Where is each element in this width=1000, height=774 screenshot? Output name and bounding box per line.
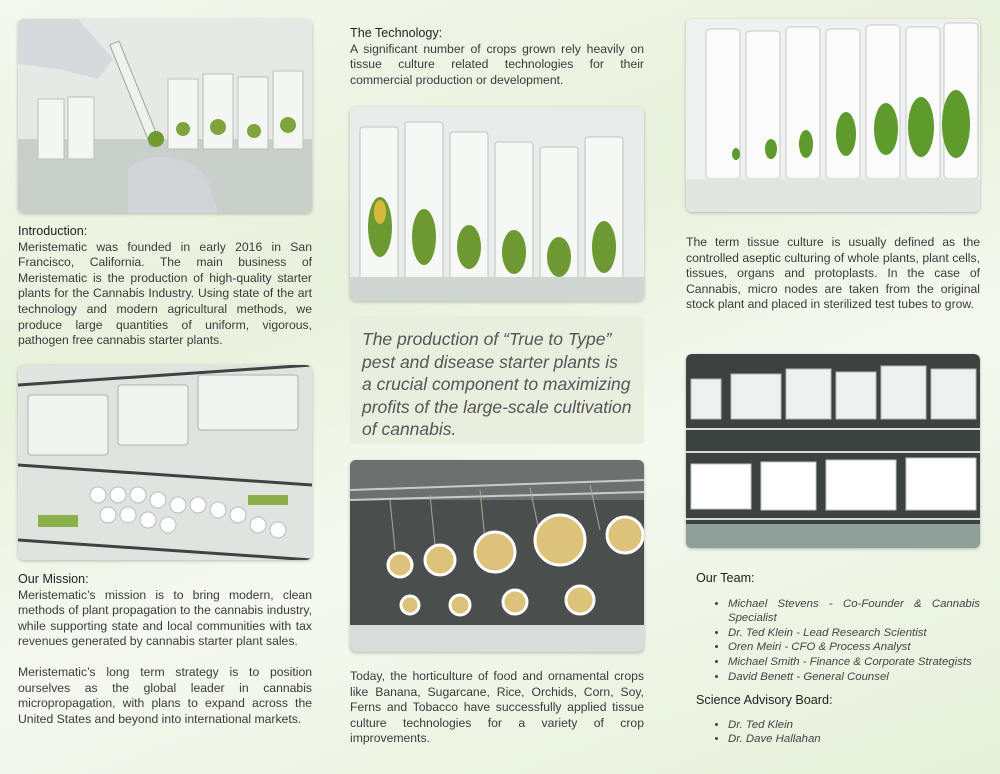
mission-body: Meristematic’s mission is to bring modern, clean methods of plant propagation to the cannabis industry, while supporting state and local communities with tax revenues generated by cannabis starter plant sales.	[18, 587, 312, 649]
mission-strategy: Meristematic’s long term strategy is to position ourselves as the global leader in cannabis micropropagation, with plans to expand across the United States and beyond into international markets.	[18, 664, 312, 726]
advisory-member: • Dr. Dave Hallahan	[728, 732, 980, 747]
photo-gloved-hand-test-tube	[18, 19, 312, 213]
mission-section	[18, 572, 312, 727]
team-list	[696, 597, 980, 685]
team-member: • David Benett - General Counsel	[728, 670, 980, 685]
horticulture-text: Today, the horticulture of food and ornamental crops like Banana, Sugarcane, Rice, Orchids, Corn, Soy, Ferns and Tobacco have successfully applied tissue culture technologies for a variety of crop improvements.	[350, 669, 644, 746]
team-member: • Michael Smith - Finance & Corporate Strategists	[728, 655, 980, 670]
photo-bioreactor-vessels	[350, 460, 644, 652]
tissue-culture-text: The term tissue culture is usually defined as the controlled aseptic culturing of whole plants, plant cells, tissues, organs and protoplasts. In the case of Cannabis, micro nodes are taken from the original stock plant and placed in sterilized test tubes to grow.	[686, 235, 980, 312]
photo-lab-trays	[18, 365, 312, 560]
technology-body: A significant number of crops grown rely heavily on tissue culture related technologies for their commercial production or development.	[350, 41, 644, 87]
team-section	[696, 571, 980, 747]
team-member: • Michael Stevens - Co-Founder & Cannabis Specialist	[728, 597, 980, 626]
photo-test-tube-rack	[350, 107, 644, 301]
advisory-list	[696, 718, 980, 747]
photo-growing-test-tubes	[686, 19, 980, 212]
advisory-member: • Dr. Ted Klein	[728, 718, 980, 733]
intro-body: Meristematic was founded in early 2016 in San Francisco, California. The main business of Meristematic is the production of high-quality starter plants for the Cannabis Industry. Using state of the art technology and modern agricultural methods, we produce large quantities of uniform, vigorous, pathogen free cannabis starter plants.	[18, 239, 312, 348]
team-member: • Dr. Ted Klein - Lead Research Scientist	[728, 626, 980, 641]
mission-heading: Our Mission:	[18, 572, 89, 586]
advisory-heading: Science Advisory Board:	[696, 693, 833, 708]
intro-heading: Introduction:	[18, 224, 88, 238]
pull-quote: The production of “True to Type” pest and disease starter plants is a crucial component to maximizing profits of the large-scale cultivation of cannabis.	[350, 316, 644, 444]
team-heading: Our Team:	[696, 571, 755, 585]
technology-heading: The Technology:	[350, 26, 443, 40]
technology-section	[350, 26, 644, 88]
team-member: • Oren Meiri - CFO & Process Analyst	[728, 640, 980, 655]
photo-container-shelves	[686, 354, 980, 548]
intro-section	[18, 224, 312, 349]
